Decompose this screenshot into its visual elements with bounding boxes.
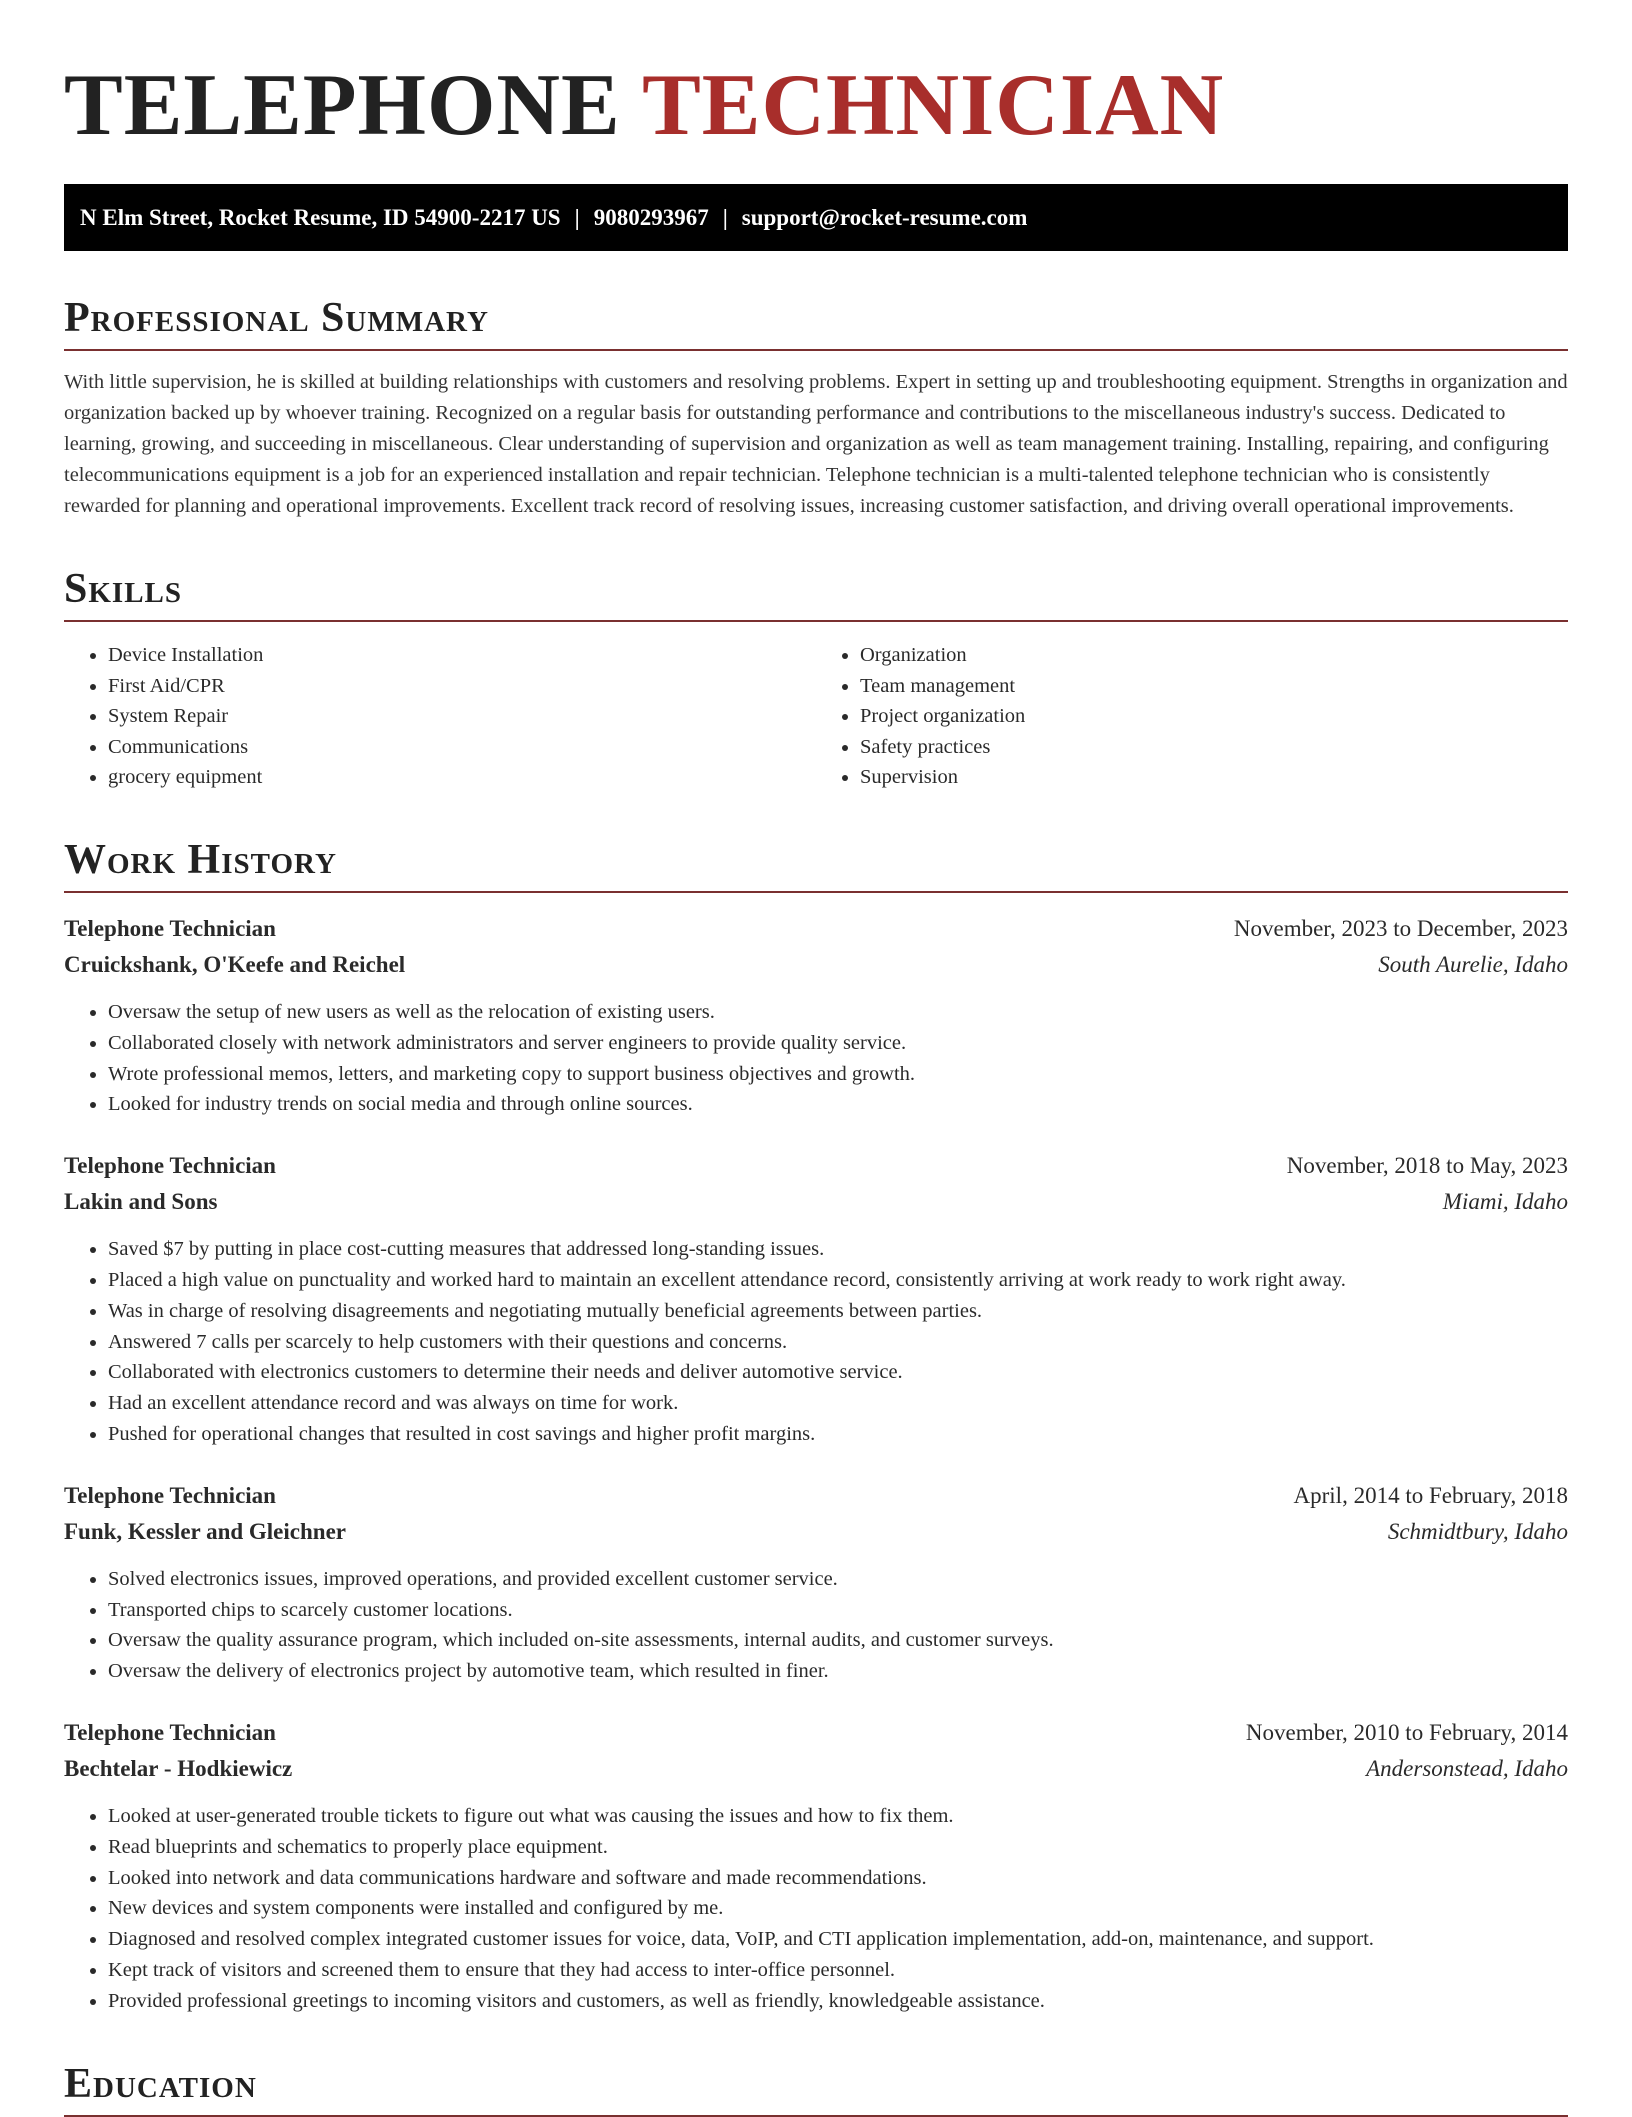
summary-section <box>64 295 1568 522</box>
skill-item: • Device Installation <box>108 640 816 671</box>
job-company: Funk, Kessler and Gleichner <box>64 1518 346 1544</box>
job-duties <box>64 1234 1568 1450</box>
skills-heading: Skills <box>64 566 1568 622</box>
job-dates: April, 2014 to February, 2018 <box>1293 1482 1568 1508</box>
summary-heading: Professional Summary <box>64 295 1568 351</box>
job-duty: • New devices and system components were installed and configured by me. <box>108 1893 1568 1924</box>
job-duty: • Looked at user-generated trouble tickets to figure out what was causing the issues and how to fix them. <box>108 1801 1568 1832</box>
job-duty: • Solved electronics issues, improved operations, and provided excellent customer service. <box>108 1564 1568 1595</box>
job-duty: • Oversaw the delivery of electronics project by automotive team, which resulted in finer. <box>108 1656 1568 1687</box>
contact-phone: 9080293967 <box>593 205 709 230</box>
skill-item: • System Repair <box>108 701 816 732</box>
job-location: Miami, Idaho <box>1442 1189 1568 1215</box>
job-title: Telephone Technician <box>64 1153 276 1179</box>
work-history-heading: Work History <box>64 837 1568 893</box>
job-title: Telephone Technician <box>64 916 276 942</box>
skill-item: • Organization <box>860 640 1568 671</box>
name-last: TECHNICIAN <box>642 57 1225 154</box>
job-entry <box>64 911 1568 1120</box>
contact-separator: | <box>574 205 580 230</box>
job-entry <box>64 1148 1568 1450</box>
skills-list <box>64 640 1568 793</box>
job-duty: • Looked for industry trends on social media and through online sources. <box>108 1089 1568 1120</box>
job-entry <box>64 1478 1568 1687</box>
job-dates: November, 2010 to February, 2014 <box>1245 1720 1568 1746</box>
skill-item: • Team management <box>860 671 1568 702</box>
job-duty: • Had an excellent attendance record and was always on time for work. <box>108 1388 1568 1419</box>
job-duty: • Read blueprints and schematics to properly place equipment. <box>108 1832 1568 1863</box>
resume-name <box>64 57 1568 154</box>
contact-bar <box>64 184 1568 251</box>
education-section <box>64 2061 1568 2117</box>
job-duty: • Was in charge of resolving disagreements and negotiating mutually beneficial agreements between parties. <box>108 1296 1568 1327</box>
job-duties <box>64 1801 1568 2017</box>
skill-item: • Communications <box>108 732 816 763</box>
job-title: Telephone Technician <box>64 1482 276 1508</box>
resume-page <box>64 0 1568 2117</box>
job-duty: • Transported chips to scarcely customer locations. <box>108 1595 1568 1626</box>
job-dates: November, 2018 to May, 2023 <box>1286 1153 1568 1179</box>
job-company: Bechtelar - Hodkiewicz <box>64 1756 293 1782</box>
job-duty: • Oversaw the quality assurance program, which included on-site assessments, internal audits, and customer surveys. <box>108 1625 1568 1656</box>
job-duty: • Provided professional greetings to incoming visitors and customers, as well as friendly, knowledgeable assistance. <box>108 1986 1568 2017</box>
job-entry <box>64 1715 1568 2017</box>
job-duty: • Saved $7 by putting in place cost-cutting measures that addressed long-standing issues. <box>108 1234 1568 1265</box>
job-duty: • Kept track of visitors and screened them to ensure that they had access to inter-office personnel. <box>108 1955 1568 1986</box>
job-duty: • Collaborated with electronics customers to determine their needs and deliver automotive service. <box>108 1357 1568 1388</box>
skills-column-right <box>816 640 1568 793</box>
job-duty: • Looked into network and data communications hardware and software and made recommendations. <box>108 1863 1568 1894</box>
job-duty: • Placed a high value on punctuality and worked hard to maintain an excellent attendance record, consistently arriving at work ready to work right away. <box>108 1265 1568 1296</box>
skills-column-left <box>64 640 816 793</box>
contact-email: support@rocket-resume.com <box>741 205 1028 230</box>
education-heading: Education <box>64 2061 1568 2117</box>
job-location: South Aurelie, Idaho <box>1378 952 1568 978</box>
job-duty: • Answered 7 calls per scarcely to help customers with their questions and concerns. <box>108 1327 1568 1358</box>
job-duty: • Oversaw the setup of new users as well as the relocation of existing users. <box>108 997 1568 1028</box>
contact-address: N Elm Street, Rocket Resume, ID 54900-2217 US <box>80 205 561 230</box>
skill-item: • grocery equipment <box>108 762 816 793</box>
job-duty: • Collaborated closely with network administrators and server engineers to provide quality service. <box>108 1028 1568 1059</box>
job-duty: • Pushed for operational changes that resulted in cost savings and higher profit margins. <box>108 1419 1568 1450</box>
job-location: Andersonstead, Idaho <box>1366 1756 1568 1782</box>
job-duties <box>64 997 1568 1120</box>
skill-item: • Supervision <box>860 762 1568 793</box>
contact-separator: | <box>722 205 728 230</box>
job-duty: • Diagnosed and resolved complex integrated customer issues for voice, data, VoIP, and CTI application implementation, add-on, maintenance, and support. <box>108 1924 1568 1955</box>
skill-item: • Project organization <box>860 701 1568 732</box>
name-first: TELEPHONE <box>64 57 621 154</box>
skill-item: • Safety practices <box>860 732 1568 763</box>
job-duties <box>64 1564 1568 1687</box>
job-location: Schmidtbury, Idaho <box>1387 1518 1568 1544</box>
job-company: Lakin and Sons <box>64 1189 218 1215</box>
job-duty: • Wrote professional memos, letters, and marketing copy to support business objectives and growth. <box>108 1059 1568 1090</box>
summary-text: With little supervision, he is skilled at building relationships with customers and resolving problems. Expert in setting up and troubleshooting equipment. Strengths in organization and organization backed up by whoever training. Recognized on a regular basis for outstanding performance and contributions to the miscellaneous industry's success. Dedicated to learning, growing, and succeeding in miscellaneous. Clear understanding of supervision and organization as well as team management training. Installing, repairing, and configuring telecommunications equipment is a job for an experienced installation and repair technician. Telephone technician is a multi-talented telephone technician who is consistently rewarded for planning and operational improvements. Excellent track record of resolving issues, increasing customer satisfaction, and driving overall operational improvements. <box>64 371 1568 518</box>
skill-item: • First Aid/CPR <box>108 671 816 702</box>
work-history-section <box>64 837 1568 2017</box>
jobs-list <box>64 911 1568 2017</box>
job-company: Cruickshank, O'Keefe and Reichel <box>64 952 406 978</box>
skills-section <box>64 566 1568 793</box>
job-title: Telephone Technician <box>64 1720 276 1746</box>
job-dates: November, 2023 to December, 2023 <box>1233 916 1568 942</box>
